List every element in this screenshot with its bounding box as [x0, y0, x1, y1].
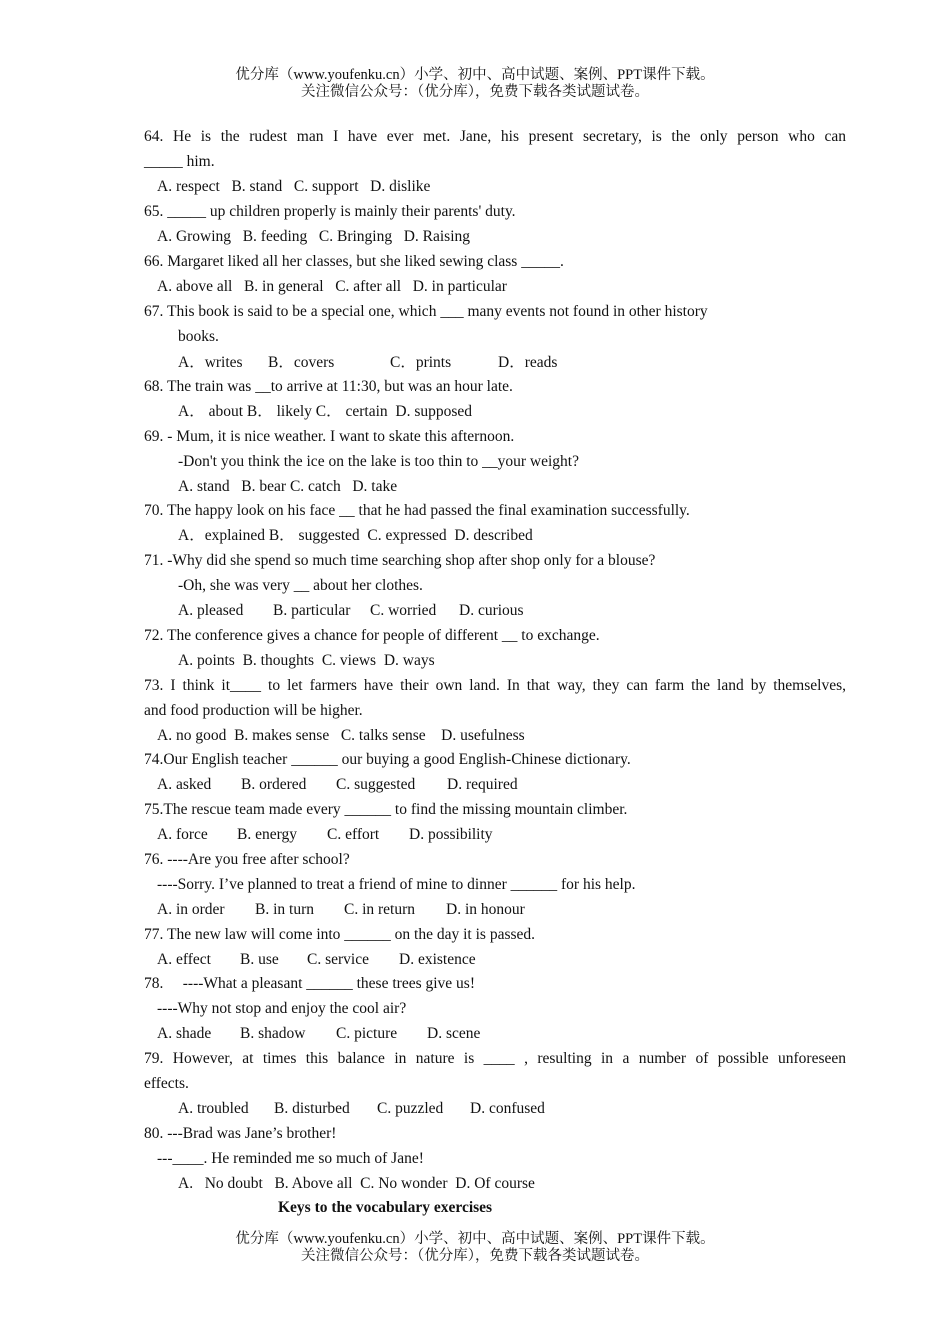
question-72-stem: 72. The conference gives a chance for people of different __ to exchange.	[144, 627, 600, 644]
option-d: D. required	[447, 776, 518, 793]
question-76-stem-cont: ----Sorry. I’ve planned to treat a friend of mine to dinner ______ for his help.	[157, 876, 636, 893]
option-d: D. Raising	[403, 228, 471, 245]
option-a: A. force	[157, 826, 208, 843]
option-b: B. ordered	[241, 776, 307, 793]
option-d: D. in particular	[412, 278, 507, 295]
header-line-1: 优分库（www.youfenku.cn）小学、初中、高中试题、案例、PPT课件下载。	[235, 67, 715, 83]
option-c: C. expressed	[367, 527, 447, 544]
option-a: A. respect	[157, 178, 220, 195]
question-71-options	[178, 601, 524, 621]
option-b: B. feeding	[242, 228, 308, 245]
option-b: B. thoughts	[242, 652, 315, 669]
option-c: C． certain	[315, 403, 388, 420]
option-a: A. No doubt	[178, 1175, 263, 1192]
footer-line-2: 关注微信公众号：（优分库），免费下载各类试题试卷。	[301, 1248, 649, 1264]
question-78-stem: 78. ----What a pleasant ______ these trees give us!	[144, 975, 475, 992]
option-c: C. picture	[336, 1025, 398, 1042]
option-c: C. catch	[289, 478, 341, 495]
question-64-stem: 64. He is the rudest man I have ever met. Jane, his present secretary, is the only person who can	[144, 128, 846, 145]
option-b: B. makes sense	[234, 727, 330, 744]
option-b: B. particular	[273, 602, 351, 619]
question-74-options	[157, 775, 518, 795]
option-d: D. dislike	[370, 178, 431, 195]
option-b: B．covers	[268, 354, 335, 371]
option-a: A. stand	[178, 478, 230, 495]
option-c: C. service	[307, 951, 369, 968]
option-d: D. curious	[459, 602, 524, 619]
option-c: C. views	[321, 652, 377, 669]
option-a: A. points	[178, 652, 235, 669]
question-65-options	[157, 227, 470, 247]
option-c: C. suggested	[336, 776, 416, 793]
question-73-options	[157, 726, 525, 746]
option-b: B. use	[240, 951, 279, 968]
question-77-options	[157, 950, 476, 970]
option-c: C. Bringing	[318, 228, 393, 245]
question-75-stem: 75.The rescue team made every ______ to find the missing mountain climber.	[144, 801, 628, 818]
option-c: C. effort	[327, 826, 380, 843]
option-c: C. in return	[344, 901, 416, 918]
option-b: B. stand	[231, 178, 283, 195]
option-b: B. shadow	[240, 1025, 306, 1042]
option-a: A．writes	[178, 354, 243, 371]
option-d: D. in honour	[446, 901, 525, 918]
question-67-stem-cont: books.	[178, 328, 219, 345]
option-c: C. No wonder	[360, 1175, 448, 1192]
question-70-stem: 70. The happy look on his face __ that he had passed the final examination successfully.	[144, 502, 690, 519]
question-69-stem: 69. - Mum, it is nice weather. I want to skate this afternoon.	[144, 428, 515, 445]
question-65-stem: 65. _____ up children properly is mainly their parents' duty.	[144, 203, 516, 220]
question-73-stem: 73. I think it____ to let farmers have their own land. In that way, they can farm the land by themselves,	[144, 677, 846, 694]
option-a: A. pleased	[178, 602, 244, 619]
option-a: A. shade	[157, 1025, 212, 1042]
question-66-options	[157, 277, 507, 297]
header-line-2: 关注微信公众号：（优分库），免费下载各类试题试卷。	[301, 84, 649, 100]
question-67-stem: 67. This book is said to be a special one, which ___ many events not found in other history	[144, 303, 708, 320]
question-77-stem: 77. The new law will come into ______ on the day it is passed.	[144, 926, 536, 943]
option-c: C. support	[293, 178, 359, 195]
question-80-stem-cont: ---____. He reminded me so much of Jane!	[157, 1150, 424, 1167]
option-a: A. troubled	[178, 1100, 249, 1117]
question-79-stem: 79. However, at times this balance in nature is ____ , resulting in a number of possible unforeseen	[144, 1050, 846, 1067]
option-b: B. in general	[243, 278, 324, 295]
page-footer	[0, 1231, 950, 1265]
question-64-options	[157, 177, 430, 197]
question-79-options	[178, 1099, 545, 1119]
question-78-stem-cont: ----Why not stop and enjoy the cool air?	[157, 1000, 407, 1017]
option-c: C. after all	[335, 278, 402, 295]
option-d: D. take	[352, 478, 398, 495]
option-d: D. usefulness	[441, 727, 525, 744]
keys-heading: Keys to the vocabulary exercises	[278, 1199, 493, 1216]
option-a: A. effect	[157, 951, 211, 968]
question-64-stem-cont: _____ him.	[144, 153, 215, 170]
question-76-stem: 76. ----Are you free after school?	[144, 851, 350, 868]
question-80-stem: 80. ---Brad was Jane’s brother!	[144, 1125, 337, 1142]
question-66-stem: 66. Margaret liked all her classes, but she liked sewing class _____.	[144, 253, 564, 270]
option-b: B. energy	[237, 826, 297, 843]
option-c: C. talks sense	[340, 727, 426, 744]
question-78-options	[157, 1024, 480, 1044]
question-70-options	[178, 526, 533, 546]
option-d: D. scene	[427, 1025, 481, 1042]
option-a: A. Growing	[157, 228, 232, 245]
option-d: D. existence	[399, 951, 476, 968]
option-b: B． likely	[246, 403, 312, 420]
option-a: A. asked	[157, 776, 212, 793]
question-79-stem-cont: effects.	[144, 1075, 189, 1092]
option-d: D. ways	[383, 652, 435, 669]
option-b: B． suggested	[268, 527, 360, 544]
option-d: D. supposed	[395, 403, 473, 420]
option-d: D. described	[454, 527, 533, 544]
option-a: A. no good	[157, 727, 227, 744]
option-b: B. Above all	[274, 1175, 353, 1192]
option-c: C．prints	[390, 354, 452, 371]
footer-line-1: 优分库（www.youfenku.cn）小学、初中、高中试题、案例、PPT课件下载。	[235, 1231, 715, 1247]
option-a: A. in order	[157, 901, 225, 918]
question-68-stem: 68. The train was __to arrive at 11:30, but was an hour late.	[144, 378, 513, 395]
question-75-options	[157, 825, 493, 845]
option-d: D. Of course	[455, 1175, 535, 1192]
question-74-stem: 74.Our English teacher ______ our buying a good English-Chinese dictionary.	[144, 751, 631, 768]
question-71-stem: 71. -Why did she spend so much time searching shop after shop only for a blouse?	[144, 552, 656, 569]
question-71-stem-cont: -Oh, she was very __ about her clothes.	[178, 577, 423, 594]
option-a: A． about	[178, 403, 244, 420]
question-76-options	[157, 900, 525, 920]
question-69-options	[178, 477, 397, 497]
option-a: A. above all	[157, 278, 233, 295]
question-69-stem-cont: -Don't you think the ice on the lake is too thin to __your weight?	[178, 453, 579, 470]
question-80-options	[178, 1174, 535, 1194]
option-d: D. possibility	[409, 826, 493, 843]
question-72-options	[178, 651, 435, 671]
question-68-options	[178, 402, 472, 422]
question-73-stem-cont: and food production will be higher.	[144, 702, 363, 719]
option-c: C. worried	[370, 602, 437, 619]
option-c: C. puzzled	[377, 1100, 444, 1117]
option-b: B. disturbed	[274, 1100, 350, 1117]
option-b: B. in turn	[255, 901, 314, 918]
page-header	[0, 67, 950, 101]
option-b: B. bear	[241, 478, 287, 495]
option-a: A．explained	[178, 527, 265, 544]
question-67-options	[178, 353, 557, 373]
option-d: D. confused	[470, 1100, 545, 1117]
option-d: D．reads	[498, 354, 558, 371]
